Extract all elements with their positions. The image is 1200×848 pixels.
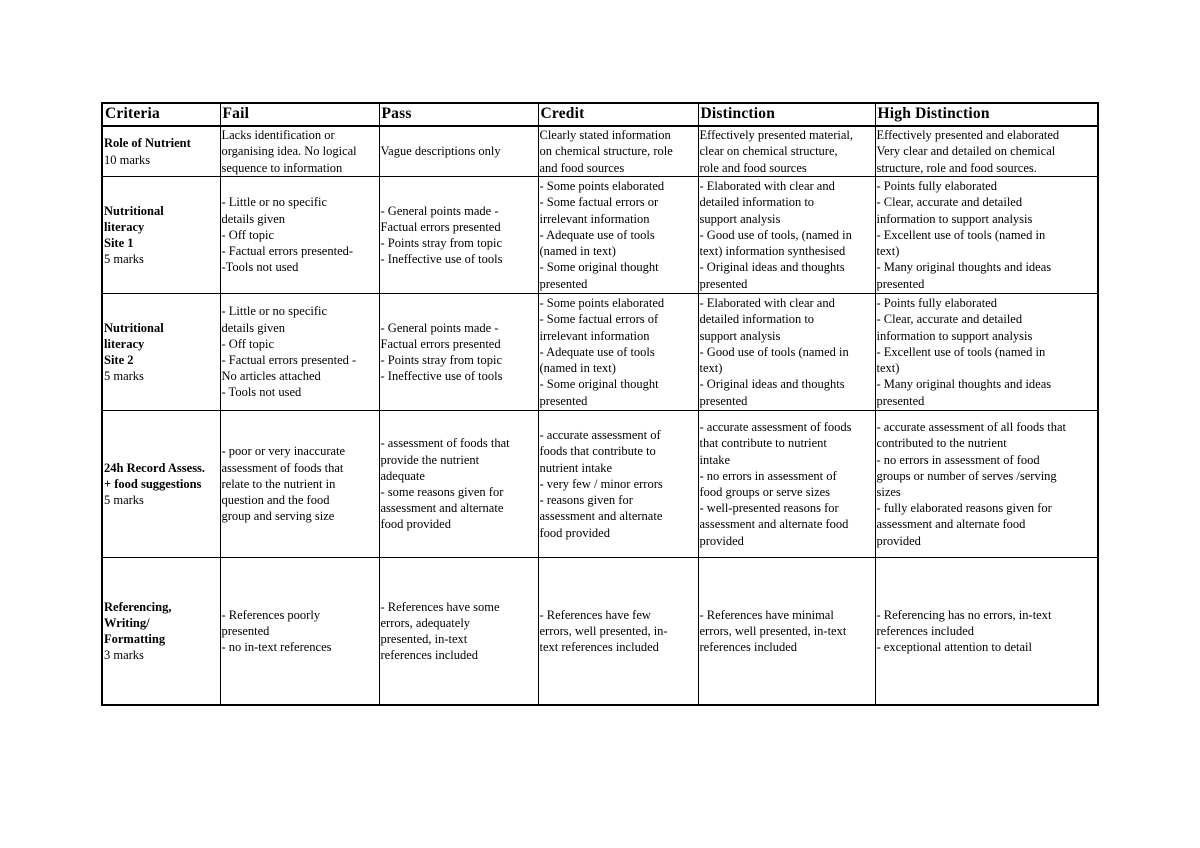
pass-cell: - References have some errors, adequately presented, in-text references included xyxy=(379,558,538,706)
column-header-pass: Pass xyxy=(379,103,538,126)
marking-rubric-table xyxy=(101,102,1099,706)
criteria-cell xyxy=(102,558,220,706)
credit-cell: Clearly stated information on chemical structure, role and food sources xyxy=(538,126,698,177)
column-header-distinction: Distinction xyxy=(698,103,875,126)
criteria-name: Nutritional literacy Site 1 xyxy=(104,203,164,250)
distinction-cell: - Elaborated with clear and detailed information to support analysis - Good use of tools, (named in text) information synthesised - Original ideas and thoughts presented xyxy=(698,177,875,294)
criteria-name: Role of Nutrient xyxy=(104,136,191,151)
distinction-cell: Effectively presented material, clear on chemical structure, role and food sources xyxy=(698,126,875,177)
fail-cell: - Little or no specific details given - Off topic - Factual errors presented - No articles attached - Tools not used xyxy=(220,294,379,411)
high-distinction-cell: Effectively presented and elaborated Very clear and detailed on chemical structure, role and food sources. xyxy=(875,126,1098,177)
distinction-cell: - Elaborated with clear and detailed information to support analysis - Good use of tools (named in text) - Original ideas and thoughts presented xyxy=(698,294,875,411)
fail-cell: - Little or no specific details given - Off topic - Factual errors presented- -Tools not used xyxy=(220,177,379,294)
criteria-cell xyxy=(102,411,220,558)
criteria-marks: 5 marks xyxy=(104,369,144,384)
pass-cell: Vague descriptions only xyxy=(379,126,538,177)
column-header-criteria: Criteria xyxy=(102,103,220,126)
high-distinction-cell: - Points fully elaborated - Clear, accurate and detailed information to support analysis - Excellent use of tools (named in text) - Many original thoughts and ideas presented xyxy=(875,294,1098,411)
column-header-high-distinction: High Distinction xyxy=(875,103,1098,126)
pass-cell: - assessment of foods that provide the nutrient adequate - some reasons given for assessment and alternate food provided xyxy=(379,411,538,558)
credit-cell: - Some points elaborated - Some factual errors or irrelevant information - Adequate use of tools (named in text) - Some original thought presented xyxy=(538,177,698,294)
fail-cell: - poor or very inaccurate assessment of foods that relate to the nutrient in question and the food group and serving size xyxy=(220,411,379,558)
criteria-name: Nutritional literacy Site 2 xyxy=(104,320,164,367)
column-header-credit: Credit xyxy=(538,103,698,126)
column-header-fail: Fail xyxy=(220,103,379,126)
criteria-cell xyxy=(102,177,220,294)
criteria-cell xyxy=(102,126,220,177)
distinction-cell: - accurate assessment of foods that contribute to nutrient intake - no errors in assessment of food groups or serve sizes - well-presented reasons for assessment and alternate food provided xyxy=(698,411,875,558)
table-row xyxy=(102,294,1098,411)
fail-cell: Lacks identification or organising idea. No logical sequence to information xyxy=(220,126,379,177)
table-row xyxy=(102,126,1098,177)
table-row xyxy=(102,558,1098,706)
fail-cell: - References poorly presented - no in-text references xyxy=(220,558,379,706)
criteria-name: 24h Record Assess. + food suggestions xyxy=(104,460,206,491)
criteria-marks: 3 marks xyxy=(104,648,144,663)
high-distinction-cell: - Points fully elaborated - Clear, accurate and detailed information to support analysis - Excellent use of tools (named in text) - Many original thoughts and ideas presented xyxy=(875,177,1098,294)
pass-cell: - General points made - Factual errors presented - Points stray from topic - Ineffective use of tools xyxy=(379,294,538,411)
high-distinction-cell: - accurate assessment of all foods that contributed to the nutrient - no errors in assessment of food groups or number of serves /serving sizes - fully elaborated reasons given for assessment and alternate food provided xyxy=(875,411,1098,558)
credit-cell: - References have few errors, well presented, in- text references included xyxy=(538,558,698,706)
criteria-cell xyxy=(102,294,220,411)
credit-cell: - accurate assessment of foods that contribute to nutrient intake - very few / minor errors - reasons given for assessment and alternate food provided xyxy=(538,411,698,558)
distinction-cell: - References have minimal errors, well presented, in-text references included xyxy=(698,558,875,706)
criteria-marks: 10 marks xyxy=(104,152,151,167)
criteria-marks: 5 marks xyxy=(104,493,144,508)
pass-cell: - General points made - Factual errors presented - Points stray from topic - Ineffective use of tools xyxy=(379,177,538,294)
table-row xyxy=(102,177,1098,294)
criteria-name: Referencing, Writing/ Formatting xyxy=(104,599,172,646)
criteria-marks: 5 marks xyxy=(104,252,144,267)
high-distinction-cell: - Referencing has no errors, in-text references included - exceptional attention to detail xyxy=(875,558,1098,706)
header-row xyxy=(102,103,1098,126)
table-row xyxy=(102,411,1098,558)
credit-cell: - Some points elaborated - Some factual errors of irrelevant information - Adequate use of tools (named in text) - Some original thought presented xyxy=(538,294,698,411)
